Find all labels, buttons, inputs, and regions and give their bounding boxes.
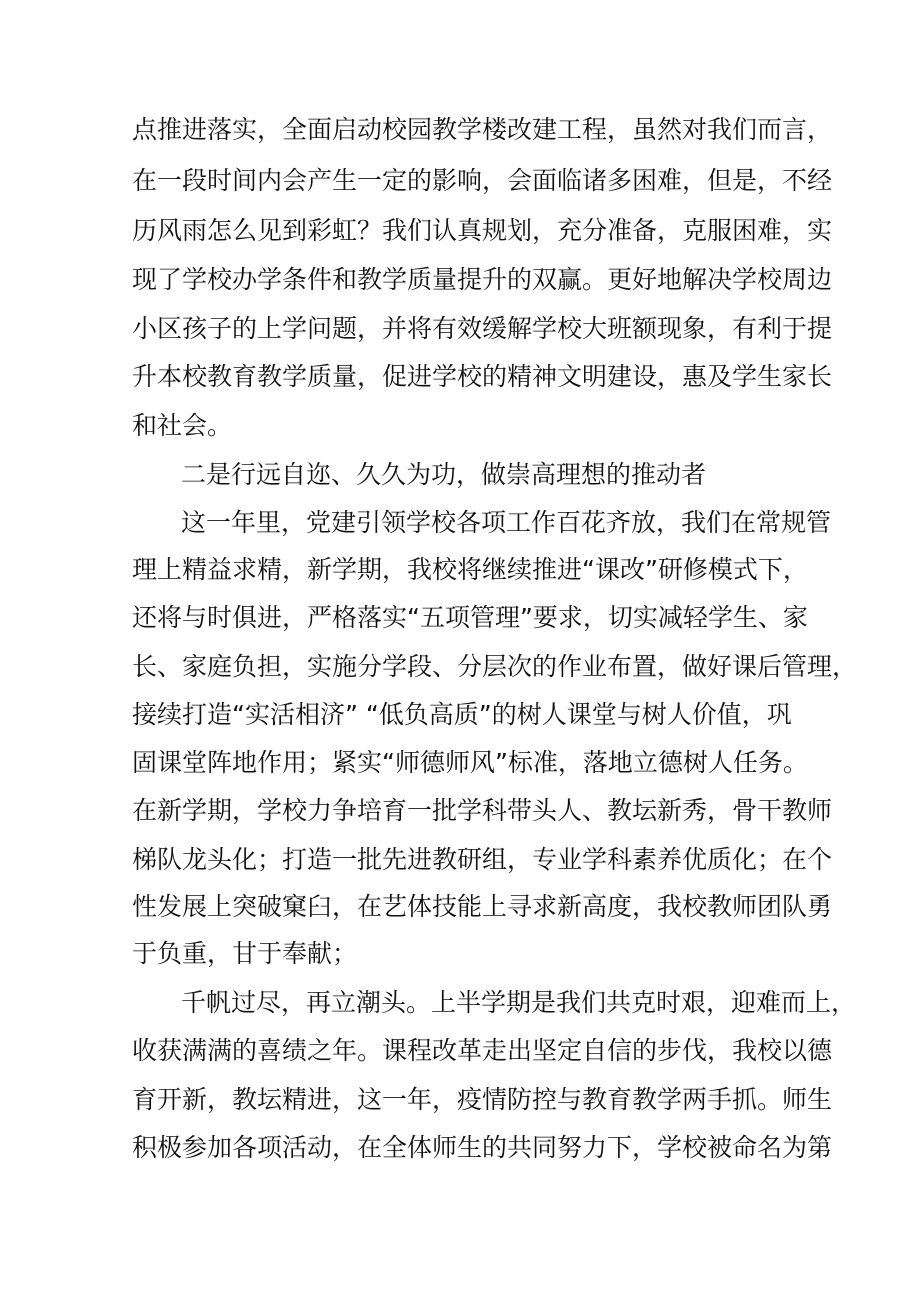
text-line-11: 还将与时俱进，严格落实“五项管理”要求，切实减轻学生、家 <box>132 603 808 632</box>
text-line-17: 性发展上突破窠臼，在艺体技能上寻求新高度，我校教师团队勇 <box>132 892 833 921</box>
text-line-3: 历风雨怎么见到彩虹？我们认真规划，充分准备，克服困难，实 <box>132 216 833 245</box>
text-line-1: 点推进落实，全面启动校园教学楼改建工程，虽然对我们而言， <box>132 115 833 144</box>
text-line-14: 固课堂阵地作用；紧实“师德师风”标准，落地立德树人任务。 <box>132 748 808 777</box>
section-heading: 二是行远自迩、久久为功，做崇高理想的推动者 <box>181 460 707 489</box>
text-line-12: 长、家庭负担，实施分学段、分层次的作业布置，做好课后管理， <box>132 652 858 681</box>
text-line-10: 理上精益求精，新学期，我校将继续推进“课改”研修模式下， <box>132 555 808 584</box>
text-line-5: 小区孩子的上学问题，并将有效缓解学校大班额现象，有利于提 <box>132 314 833 343</box>
text-line-13: 接续打造“实活相济” “低负高质”的树人课堂与树人价值，巩 <box>132 700 792 729</box>
text-line-22: 积极参加各项活动，在全体师生的共同努力下，学校被命名为第 <box>132 1133 833 1162</box>
text-line-15: 在新学期，学校力争培育一批学科带头人、教坛新秀，骨干教师 <box>132 796 833 825</box>
text-line-16: 梯队龙头化；打造一批先进教研组，专业学科素养优质化；在个 <box>132 845 833 874</box>
text-line-7: 和社会。 <box>132 411 233 440</box>
text-line-18: 于负重，甘于奉献； <box>132 939 358 968</box>
text-line-6: 升本校教育教学质量，促进学校的精神文明建设，惠及学生家长 <box>132 362 833 391</box>
text-line-2: 在一段时间内会产生一定的影响，会面临诸多困难，但是，不经 <box>132 166 833 195</box>
text-line-4: 现了学校办学条件和教学质量提升的双赢。更好地解决学校周边 <box>132 265 833 294</box>
text-line-9: 这一年里，党建引领学校各项工作百花齐放，我们在常规管 <box>181 508 832 537</box>
text-line-20: 收获满满的喜绩之年。课程改革走出坚定自信的步伐，我校以德 <box>132 1036 833 1065</box>
text-line-21: 育开新，教坛精进，这一年，疫情防控与教育教学两手抓。师生 <box>132 1085 833 1114</box>
text-line-19: 千帆过尽，再立潮头。上半学期是我们共克时艰，迎难而上， <box>181 988 857 1017</box>
